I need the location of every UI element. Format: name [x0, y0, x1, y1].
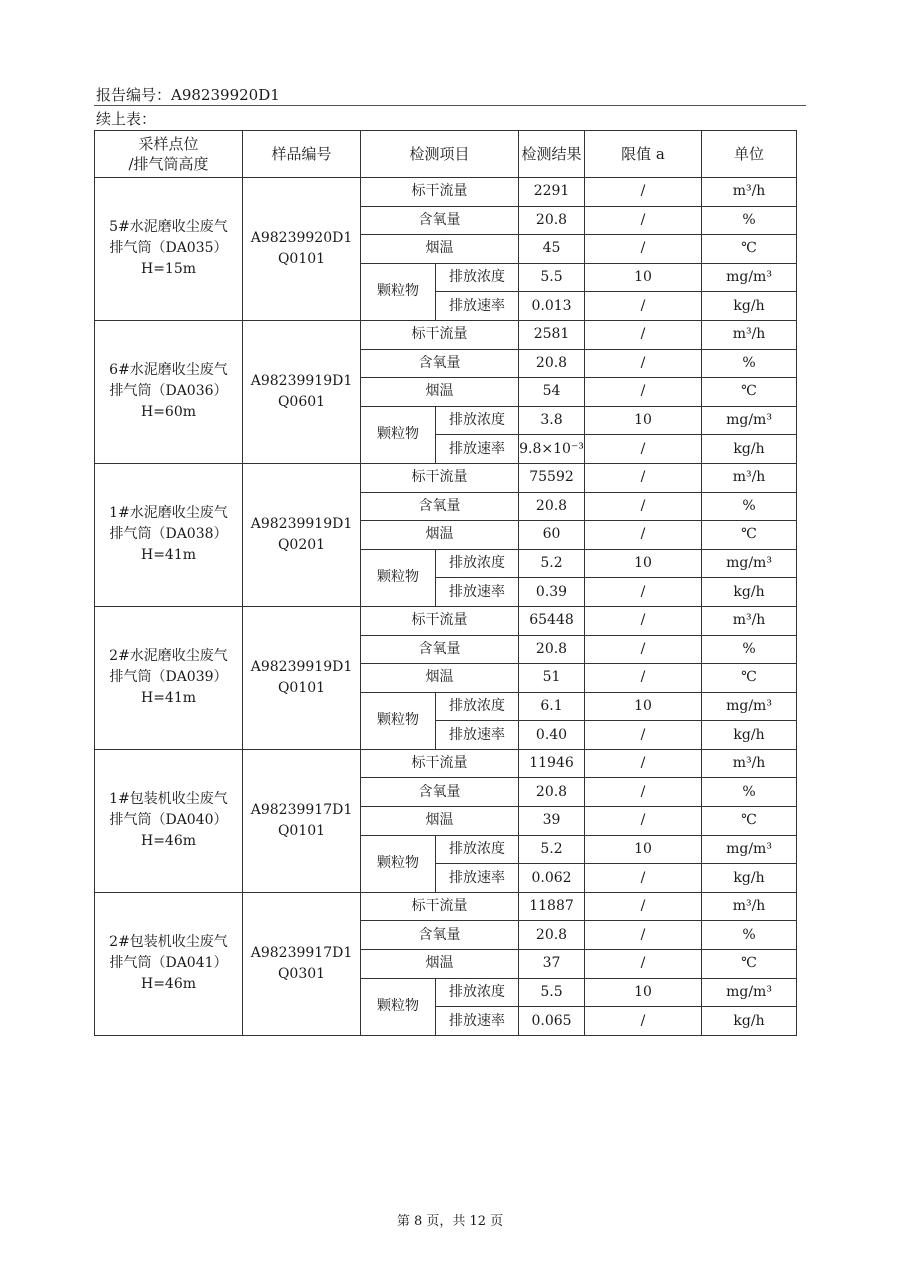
particulate-label: 颗粒物	[361, 692, 436, 749]
limit-temp: /	[585, 807, 702, 836]
report-number: A98239920D1	[171, 86, 280, 104]
result-rate: 0.062	[519, 864, 585, 893]
location-line: 1#水泥磨收尘废气	[109, 505, 228, 522]
location-line: H=41m	[140, 690, 197, 707]
limit-temp: /	[585, 950, 702, 979]
unit-conc: mg/m³	[702, 549, 797, 578]
item-flow: 标干流量	[361, 463, 519, 492]
location-line: H=46m	[140, 833, 197, 850]
item-flow: 标干流量	[361, 606, 519, 635]
result-oxygen: 20.8	[519, 778, 585, 807]
table-row	[95, 892, 797, 921]
result-rate: 0.40	[519, 721, 585, 750]
item-rate: 排放速率	[436, 721, 519, 750]
unit-oxygen: %	[702, 349, 797, 378]
item-flow: 标干流量	[361, 749, 519, 778]
result-flow: 11887	[519, 892, 585, 921]
result-temp: 39	[519, 807, 585, 836]
item-temp: 烟温	[361, 521, 519, 550]
result-rate: 0.013	[519, 292, 585, 321]
limit-oxygen: /	[585, 349, 702, 378]
item-oxygen: 含氧量	[361, 635, 519, 664]
result-rate: 0.065	[519, 1007, 585, 1036]
sample-number	[243, 463, 361, 606]
unit-rate: kg/h	[702, 721, 797, 750]
limit-flow: /	[585, 606, 702, 635]
header-sample-no: 样品编号	[243, 131, 361, 178]
location-line: 排气筒（DA041）	[109, 955, 228, 972]
sample-line: A98239920D1	[250, 229, 353, 246]
sample-line: Q0301	[277, 965, 326, 982]
limit-conc: 10	[585, 978, 702, 1007]
item-conc: 排放浓度	[436, 263, 519, 292]
item-conc: 排放浓度	[436, 692, 519, 721]
result-conc: 5.2	[519, 835, 585, 864]
location-line: 1#包装机收尘废气	[109, 791, 228, 808]
limit-conc: 10	[585, 406, 702, 435]
report-number-label: 报告编号：	[96, 86, 172, 104]
particulate-label: 颗粒物	[361, 549, 436, 606]
unit-rate: kg/h	[702, 1007, 797, 1036]
table-row	[95, 749, 797, 778]
unit-rate: kg/h	[702, 864, 797, 893]
header-limit: 限值 a	[585, 131, 702, 178]
limit-rate: /	[585, 578, 702, 607]
header-location: 采样点位 /排气筒高度	[95, 131, 243, 178]
result-conc: 5.5	[519, 978, 585, 1007]
item-conc: 排放浓度	[436, 978, 519, 1007]
item-rate: 排放速率	[436, 292, 519, 321]
sample-line: A98239919D1	[250, 515, 353, 532]
item-temp: 烟温	[361, 807, 519, 836]
sampling-location	[95, 320, 243, 463]
unit-flow: m³/h	[702, 463, 797, 492]
location-line: 2#包装机收尘废气	[109, 934, 228, 951]
limit-conc: 10	[585, 549, 702, 578]
limit-flow: /	[585, 749, 702, 778]
location-line: 排气筒（DA039）	[109, 669, 228, 686]
unit-rate: kg/h	[702, 435, 797, 464]
limit-temp: /	[585, 521, 702, 550]
particulate-label: 颗粒物	[361, 835, 436, 892]
unit-oxygen: %	[702, 778, 797, 807]
particulate-label: 颗粒物	[361, 978, 436, 1035]
table-row	[95, 606, 797, 635]
result-oxygen: 20.8	[519, 349, 585, 378]
limit-rate: /	[585, 1007, 702, 1036]
result-temp: 60	[519, 521, 585, 550]
limit-temp: /	[585, 664, 702, 693]
item-flow: 标干流量	[361, 178, 519, 207]
unit-flow: m³/h	[702, 749, 797, 778]
sample-line: Q0101	[277, 679, 326, 696]
result-flow: 65448	[519, 606, 585, 635]
unit-conc: mg/m³	[702, 692, 797, 721]
location-line: H=41m	[140, 547, 197, 564]
limit-rate: /	[585, 721, 702, 750]
sample-line: A98239919D1	[250, 372, 353, 389]
header-result: 检测结果	[519, 131, 585, 178]
result-flow: 2291	[519, 178, 585, 207]
sample-number	[243, 606, 361, 749]
location-line: 2#水泥磨收尘废气	[109, 648, 228, 665]
sampling-location	[95, 892, 243, 1035]
item-rate: 排放速率	[436, 578, 519, 607]
location-line: 排气筒（DA040）	[109, 812, 228, 829]
item-conc: 排放浓度	[436, 406, 519, 435]
item-rate: 排放速率	[436, 864, 519, 893]
result-oxygen: 20.8	[519, 492, 585, 521]
location-line: 排气筒（DA038）	[109, 526, 228, 543]
unit-conc: mg/m³	[702, 406, 797, 435]
sample-line: Q0601	[277, 393, 326, 410]
sample-number	[243, 749, 361, 892]
result-conc: 6.1	[519, 692, 585, 721]
item-oxygen: 含氧量	[361, 206, 519, 235]
sampling-location	[95, 463, 243, 606]
result-rate: 9.8×10⁻³	[519, 435, 585, 464]
sample-line: Q0201	[277, 536, 326, 553]
sample-number	[243, 178, 361, 321]
limit-rate: /	[585, 435, 702, 464]
sampling-location	[95, 178, 243, 321]
item-oxygen: 含氧量	[361, 492, 519, 521]
result-flow: 75592	[519, 463, 585, 492]
item-temp: 烟温	[361, 664, 519, 693]
unit-flow: m³/h	[702, 606, 797, 635]
result-conc: 5.2	[519, 549, 585, 578]
continued-label: 续上表：	[96, 110, 157, 128]
limit-conc: 10	[585, 835, 702, 864]
table-row	[95, 320, 797, 349]
item-temp: 烟温	[361, 950, 519, 979]
location-line: H=46m	[140, 976, 197, 993]
table-row	[95, 463, 797, 492]
result-rate: 0.39	[519, 578, 585, 607]
limit-oxygen: /	[585, 492, 702, 521]
limit-oxygen: /	[585, 206, 702, 235]
location-line: H=15m	[140, 261, 197, 278]
sample-line: Q0101	[277, 822, 326, 839]
sample-number	[243, 892, 361, 1035]
result-oxygen: 20.8	[519, 635, 585, 664]
limit-flow: /	[585, 463, 702, 492]
limit-rate: /	[585, 864, 702, 893]
sampling-location	[95, 749, 243, 892]
location-line: 排气筒（DA036）	[109, 383, 228, 400]
item-oxygen: 含氧量	[361, 921, 519, 950]
item-flow: 标干流量	[361, 320, 519, 349]
result-temp: 45	[519, 235, 585, 264]
unit-flow: m³/h	[702, 892, 797, 921]
item-conc: 排放浓度	[436, 835, 519, 864]
unit-oxygen: %	[702, 921, 797, 950]
limit-flow: /	[585, 892, 702, 921]
limit-flow: /	[585, 178, 702, 207]
sample-line: Q0101	[277, 250, 326, 267]
result-flow: 11946	[519, 749, 585, 778]
limit-oxygen: /	[585, 921, 702, 950]
unit-temp: ℃	[702, 664, 797, 693]
result-conc: 5.5	[519, 263, 585, 292]
location-line: H=60m	[140, 404, 197, 421]
unit-conc: mg/m³	[702, 835, 797, 864]
sample-number	[243, 320, 361, 463]
result-temp: 54	[519, 378, 585, 407]
unit-oxygen: %	[702, 206, 797, 235]
unit-temp: ℃	[702, 807, 797, 836]
limit-conc: 10	[585, 692, 702, 721]
limit-rate: /	[585, 292, 702, 321]
result-temp: 37	[519, 950, 585, 979]
unit-temp: ℃	[702, 521, 797, 550]
emission-results-table	[94, 130, 797, 1036]
sample-line: A98239917D1	[250, 944, 353, 961]
header-item: 检测项目	[361, 131, 519, 178]
limit-temp: /	[585, 378, 702, 407]
unit-oxygen: %	[702, 492, 797, 521]
item-rate: 排放速率	[436, 435, 519, 464]
page-footer: 第 8 页，共 12 页	[396, 1214, 504, 1229]
table-row	[95, 178, 797, 207]
particulate-label: 颗粒物	[361, 406, 436, 463]
unit-rate: kg/h	[702, 578, 797, 607]
sample-line: A98239917D1	[250, 801, 353, 818]
item-temp: 烟温	[361, 235, 519, 264]
item-rate: 排放速率	[436, 1007, 519, 1036]
location-line: 6#水泥磨收尘废气	[109, 362, 228, 379]
table-header-row	[95, 131, 797, 178]
particulate-label: 颗粒物	[361, 263, 436, 320]
limit-flow: /	[585, 320, 702, 349]
result-oxygen: 20.8	[519, 206, 585, 235]
unit-rate: kg/h	[702, 292, 797, 321]
item-conc: 排放浓度	[436, 549, 519, 578]
location-line: 5#水泥磨收尘废气	[109, 219, 228, 236]
unit-conc: mg/m³	[702, 978, 797, 1007]
item-oxygen: 含氧量	[361, 349, 519, 378]
unit-flow: m³/h	[702, 320, 797, 349]
result-flow: 2581	[519, 320, 585, 349]
unit-temp: ℃	[702, 378, 797, 407]
item-oxygen: 含氧量	[361, 778, 519, 807]
unit-conc: mg/m³	[702, 263, 797, 292]
sample-line: A98239919D1	[250, 658, 353, 675]
header-unit: 单位	[702, 131, 797, 178]
item-temp: 烟温	[361, 378, 519, 407]
unit-temp: ℃	[702, 235, 797, 264]
item-flow: 标干流量	[361, 892, 519, 921]
result-conc: 3.8	[519, 406, 585, 435]
sampling-location	[95, 606, 243, 749]
unit-temp: ℃	[702, 950, 797, 979]
result-oxygen: 20.8	[519, 921, 585, 950]
unit-flow: m³/h	[702, 178, 797, 207]
unit-oxygen: %	[702, 635, 797, 664]
report-number-line	[96, 84, 280, 105]
limit-oxygen: /	[585, 778, 702, 807]
limit-temp: /	[585, 235, 702, 264]
header-divider	[94, 105, 806, 106]
limit-conc: 10	[585, 263, 702, 292]
location-line: 排气筒（DA035）	[109, 240, 228, 257]
limit-oxygen: /	[585, 635, 702, 664]
result-temp: 51	[519, 664, 585, 693]
